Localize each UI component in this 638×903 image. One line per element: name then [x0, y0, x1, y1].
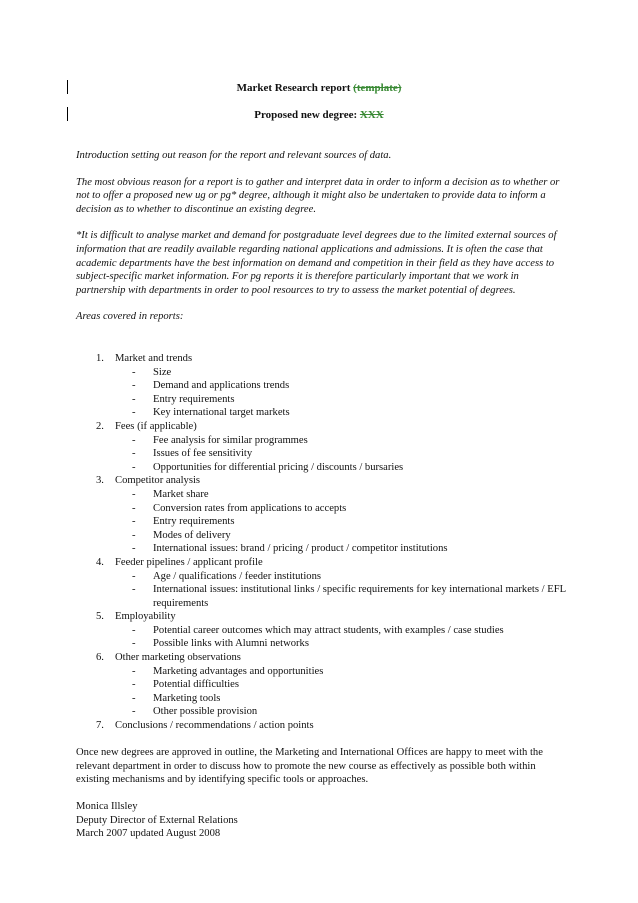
area-subitem [76, 366, 566, 380]
area-subitem [76, 515, 566, 529]
area-subitem-text: Entry requirements [153, 393, 235, 405]
area-subitem [76, 447, 566, 461]
dash-bullet: - [132, 624, 136, 636]
area-label: Market and trends [115, 353, 193, 364]
area-item [76, 474, 566, 488]
area-subitem [76, 502, 566, 516]
report-subtitle-text: Proposed new degree: [254, 109, 360, 121]
area-subitem [76, 393, 566, 407]
area-subitem-text: Potential difficulties [153, 679, 240, 691]
signature-name: Monica Illsley [76, 801, 138, 812]
area-subitem-text: Entry requirements [153, 516, 235, 528]
closing-paragraph: Once new degrees are approved in outline, the Marketing and International Offices are happy to meet with the relevant department in order to discuss how to promote the new course as effectively as possible both within existing mechanisms and by identifying specific tools or approaches. [76, 747, 543, 786]
area-label: Competitor analysis [115, 475, 201, 487]
dash-bullet: - [132, 380, 136, 392]
area-subitem-text: Other possible provision [153, 706, 258, 718]
area-subitem [76, 542, 566, 556]
area-label: Employability [115, 611, 176, 623]
dash-bullet: - [132, 679, 136, 691]
area-subitem [76, 583, 566, 610]
area-subitem [76, 637, 566, 651]
area-subitem-text: Marketing tools [153, 692, 221, 704]
area-item [76, 651, 566, 665]
area-subitem-text: Key international target markets [153, 407, 290, 419]
area-subitem [76, 461, 566, 475]
dash-bullet: - [132, 529, 136, 541]
dash-bullet: - [132, 665, 136, 677]
area-item [76, 556, 566, 570]
dash-bullet: - [132, 692, 136, 704]
intro-paragraph-1: Introduction setting out reason for the report and relevant sources of data. [76, 150, 392, 161]
area-number: 1. [96, 353, 104, 364]
area-subitem-text: Demand and applications trends [153, 380, 290, 392]
area-label: Conclusions / recommendations / action points [115, 720, 314, 732]
area-subitem [76, 624, 566, 638]
dash-bullet: - [132, 407, 136, 419]
area-number: 3. [96, 475, 104, 487]
area-subitem [76, 570, 566, 584]
signature-role: Deputy Director of External Relations [76, 814, 238, 826]
area-number: 7. [96, 720, 104, 732]
areas-list [76, 352, 566, 733]
area-item [76, 610, 566, 624]
dash-bullet: - [132, 570, 136, 582]
area-label: Feeder pipelines / applicant profile [115, 556, 263, 568]
intro-paragraph-2: The most obvious reason for a report is to gather and interpret data in order to inform a decision as to whether or not to offer a proposed new ug or pg* degree, although it might also be undertaken to provide data to inform a decision as to whether to discontinue an existing degree. [76, 176, 560, 215]
dash-bullet: - [132, 543, 136, 555]
area-item [76, 420, 566, 434]
area-number: 5. [96, 611, 104, 623]
intro-block [76, 149, 566, 324]
area-subitem-text: Age / qualifications / feeder institutions [153, 570, 321, 582]
dash-bullet: - [132, 584, 136, 596]
area-number: 6. [96, 652, 104, 664]
area-subitem [76, 678, 566, 692]
area-subitem-text: Fee analysis for similar programmes [153, 434, 308, 446]
dash-bullet: - [132, 516, 136, 528]
area-subitem [76, 379, 566, 393]
area-subitem [76, 434, 566, 448]
dash-bullet: - [132, 488, 136, 500]
dash-bullet: - [132, 366, 136, 378]
area-subitem-text: Modes of delivery [153, 529, 231, 541]
area-item [76, 352, 566, 366]
area-subitem-text: Conversion rates from applications to accepts [153, 502, 347, 514]
area-subitem [76, 692, 566, 706]
area-subitem-text: Issues of fee sensitivity [153, 448, 253, 460]
signature-date: March 2007 updated August 2008 [76, 828, 221, 840]
area-label: Other marketing observations [115, 652, 241, 664]
intro-paragraph-3: *It is difficult to analyse market and demand for postgraduate level degrees due to the limited external sources of information that are readily available regarding national applications and admissions. It is often the case that academic departments have the best information on demand and competition in their field as they have access to subject-specific market information. For pg reports it is therefore particularly important that we work in partnership with departments in order to pool resources to try to assess the market potential of degrees. [76, 230, 557, 296]
report-subtitle [0, 108, 638, 122]
report-title [0, 81, 638, 95]
area-subitem [76, 406, 566, 420]
dash-bullet: - [132, 502, 136, 514]
area-subitem [76, 488, 566, 502]
report-title-strikethrough: (template) [353, 82, 402, 94]
dash-bullet: - [132, 448, 136, 460]
report-subtitle-strikethrough: XXX [359, 109, 384, 121]
dash-bullet: - [132, 393, 136, 405]
report-title-text: Market Research report [236, 82, 354, 94]
area-item [76, 719, 566, 733]
dash-bullet: - [132, 638, 136, 650]
area-subitem-text: International issues: institutional links / specific requirements for key international markets / EFL requirements [153, 584, 566, 609]
dash-bullet: - [132, 461, 136, 473]
area-subitem-text: Opportunities for differential pricing / discounts / bursaries [153, 461, 404, 473]
area-subitem-text: Potential career outcomes which may attract students, with examples / case studies [153, 624, 504, 636]
area-subitem-text: Marketing advantages and opportunities [153, 665, 324, 677]
area-subitem [76, 665, 566, 679]
area-subitem-text: Market share [153, 488, 209, 500]
area-subitem-text: International issues: brand / pricing / product / competitor institutions [153, 543, 448, 555]
area-subitem [76, 529, 566, 543]
dash-bullet: - [132, 434, 136, 446]
area-number: 2. [96, 420, 104, 432]
signature-block [76, 800, 238, 841]
area-subitem [76, 705, 566, 719]
area-subitem-text: Possible links with Alumni networks [153, 638, 309, 650]
dash-bullet: - [132, 706, 136, 718]
area-label: Fees (if applicable) [115, 420, 197, 432]
area-subitem-text: Size [153, 366, 172, 378]
area-number: 4. [96, 556, 104, 568]
areas-heading: Areas covered in reports: [76, 311, 184, 323]
